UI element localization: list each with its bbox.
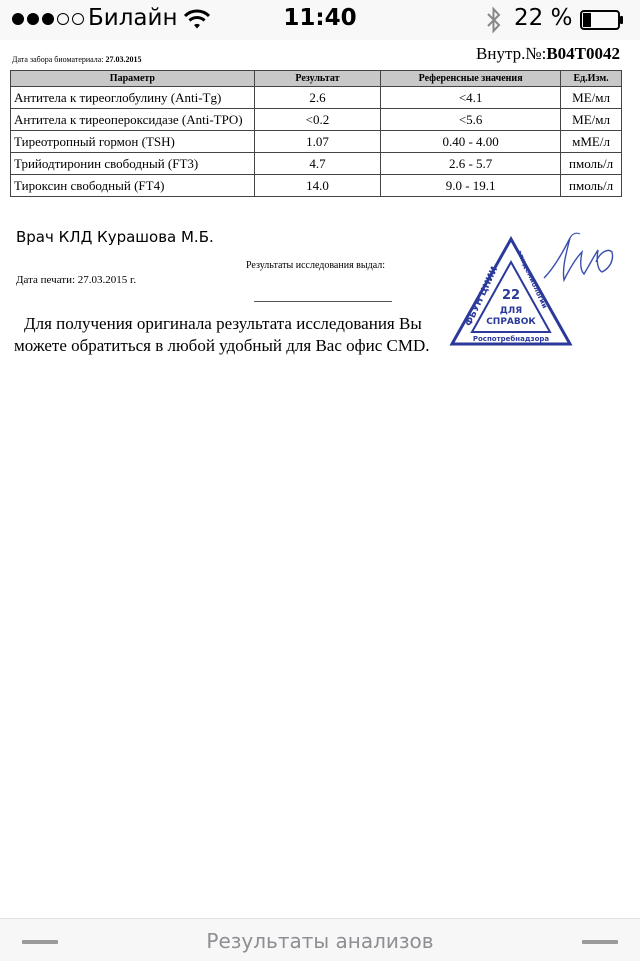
bluetooth-icon — [486, 6, 502, 34]
carrier-name: Билайн — [88, 5, 178, 31]
row-reference: <5.6 — [381, 109, 561, 131]
table-header-row — [11, 71, 622, 87]
internal-number-label: Внутр.№: — [476, 44, 547, 63]
row-param: Антитела к тиреоглобулину (Anti-Tg) — [11, 87, 255, 109]
row-result: 1.07 — [254, 131, 380, 153]
signature-icon — [540, 228, 620, 298]
row-unit: МЕ/мл — [561, 87, 622, 109]
issued-by-label: Результаты исследования выдал: — [246, 260, 385, 271]
row-unit: пмоль/л — [561, 175, 622, 197]
row-reference: 2.6 - 5.7 — [381, 153, 561, 175]
header-reference: Референсные значения — [381, 71, 561, 87]
row-reference: 9.0 - 19.1 — [381, 175, 561, 197]
row-result: 2.6 — [254, 87, 380, 109]
stamp-line1: ДЛЯ — [499, 306, 523, 316]
menu-button[interactable] — [582, 940, 618, 944]
battery-icon — [580, 10, 624, 30]
doctor-name: Врач КЛД Курашова М.Б. — [16, 228, 214, 246]
row-param: Тироксин свободный (FT4) — [11, 175, 255, 197]
bottom-toolbar — [0, 918, 640, 961]
row-result: 14.0 — [254, 175, 380, 197]
signature-line — [254, 301, 392, 302]
stamp-number: 22 — [501, 288, 521, 303]
row-result: <0.2 — [254, 109, 380, 131]
stamp-left-text: ФБУН ЦНИИ — [464, 265, 501, 329]
row-unit: пмоль/л — [561, 153, 622, 175]
table-row — [11, 109, 622, 131]
sample-date — [12, 55, 142, 64]
header-result: Результат — [254, 71, 380, 87]
sample-date-value: 27.03.2015 — [105, 55, 142, 64]
row-reference: 0.40 - 4.00 — [381, 131, 561, 153]
header-unit: Ед.Изм. — [561, 71, 622, 87]
toolbar-title: Результаты анализов — [206, 929, 434, 953]
internal-number — [476, 44, 620, 64]
row-unit: МЕ/мл — [561, 109, 622, 131]
row-reference: <4.1 — [381, 87, 561, 109]
table-row — [11, 153, 622, 175]
row-unit: мМЕ/л — [561, 131, 622, 153]
stamp-right-text: эпидемиологии — [514, 249, 549, 310]
row-param: Трийодтиронин свободный (FT3) — [11, 153, 255, 175]
internal-number-value: B04T0042 — [546, 44, 620, 63]
original-notice: Для получения оригинала результата исследования Вы можете обратиться в любой удобный для Вас офис CMD. — [14, 314, 430, 355]
print-date: Дата печати: 27.03.2015 г. — [16, 274, 137, 286]
table-row — [11, 131, 622, 153]
table-row — [11, 175, 622, 197]
row-param: Тиреотропный гормон (TSH) — [11, 131, 255, 153]
header-param: Параметр — [11, 71, 255, 87]
row-param: Антитела к тиреопероксидазе (Anti-TPO) — [11, 109, 255, 131]
stamp-bottom-text: Роспотребнадзора — [472, 335, 550, 343]
results-table — [10, 70, 622, 197]
battery-percent: 22 % — [514, 5, 573, 31]
status-bar — [0, 0, 640, 40]
table-row — [11, 87, 622, 109]
sample-date-label: Дата забора биоматериала: — [12, 55, 104, 64]
stamp-line2: СПРАВОК — [486, 317, 536, 327]
clock: 11:40 — [283, 5, 357, 31]
row-result: 4.7 — [254, 153, 380, 175]
